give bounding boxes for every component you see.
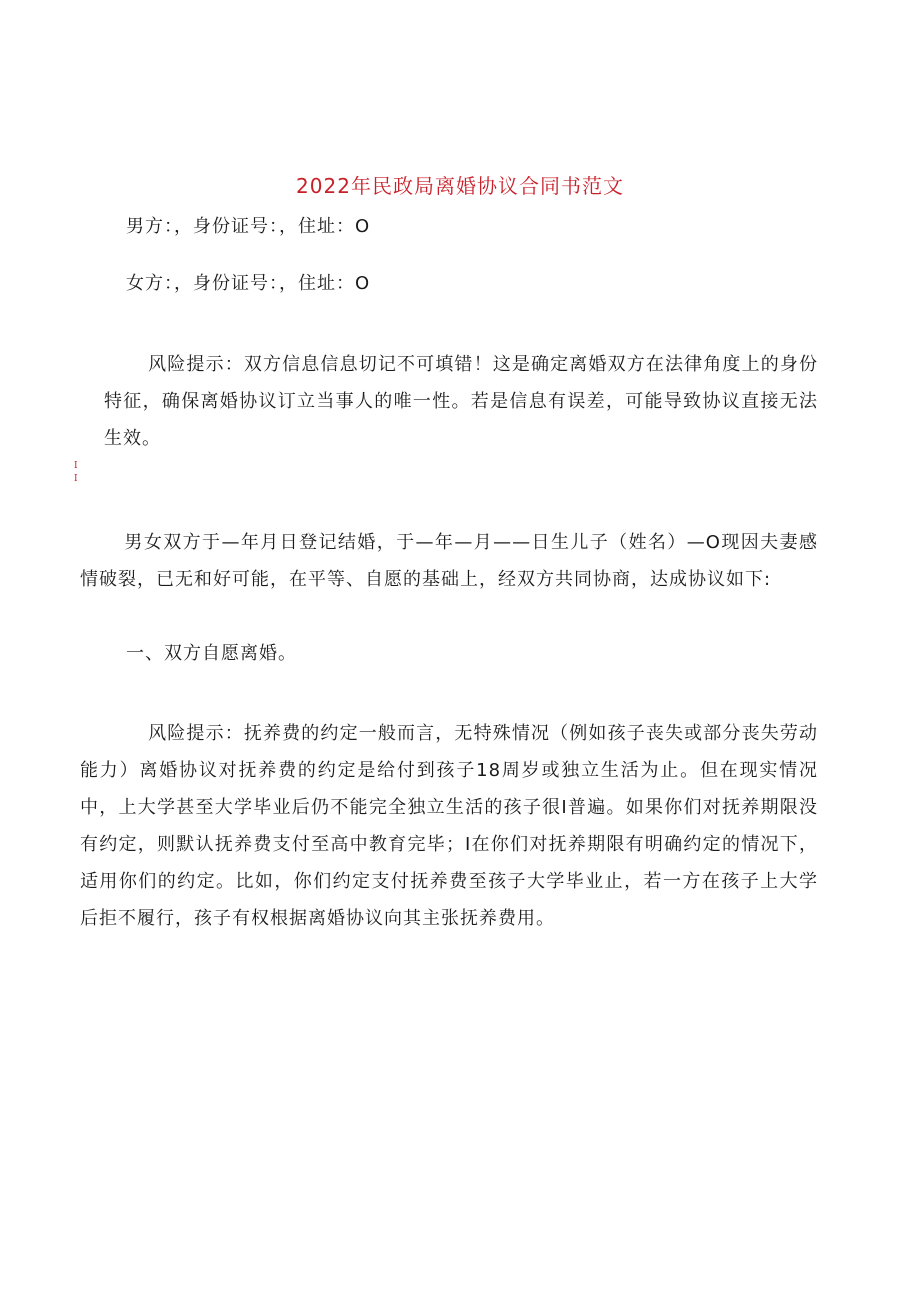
male-party-line: 男方：，身份证号：，住址：O <box>126 216 371 237</box>
clause-1-heading: 一、双方自愿离婚。 <box>126 643 297 664</box>
margin-mark-2: I <box>74 474 78 484</box>
risk-note-support-text: 风险提示：抚养费的约定一般而言，无特殊情况（例如孩子丧失或部分丧失劳动能力）离婚协议对抚养费的约定是给付到孩子18周岁或独立生活为止。但在现实情况中，上大学甚至大学毕业后仍不能完全独立生活的孩子很I普遍。如果你们对抚养期限没有约定，则默认抚养费支付至高中教育完毕；I在你们对抚养期限有明确约定的情况下，适用你们的约定。比如，你们约定支付抚养费至孩子大学毕业止，若一方在孩子上大学后拒不履行，孩子有权根据离婚协议向其主张抚养费用。 <box>80 723 818 929</box>
marriage-intro-text: 男女双方于—年月日登记结婚，于—年—月——日生儿子（姓名）—O现因夫妻感情破裂，已无和好可能，在平等、自愿的基础上，经双方共同协商，达成协议如下: <box>80 532 818 590</box>
margin-mark-1: I <box>74 461 78 471</box>
risk-note-identity <box>104 346 818 457</box>
risk-note-identity-text: 风险提示：双方信息信息切记不可填错！这是确定离婚双方在法律角度上的身份特征，确保离婚协议订立当事人的唯一性。若是信息有误差，可能导致协议直接无法生效。 <box>104 354 818 449</box>
female-party-line: 女方：，身份证号：，住址：O <box>126 273 371 294</box>
marriage-intro-paragraph <box>80 524 818 598</box>
document-title: 2022年民政局离婚协议合同书范文 <box>296 174 624 198</box>
risk-note-support <box>80 715 818 937</box>
